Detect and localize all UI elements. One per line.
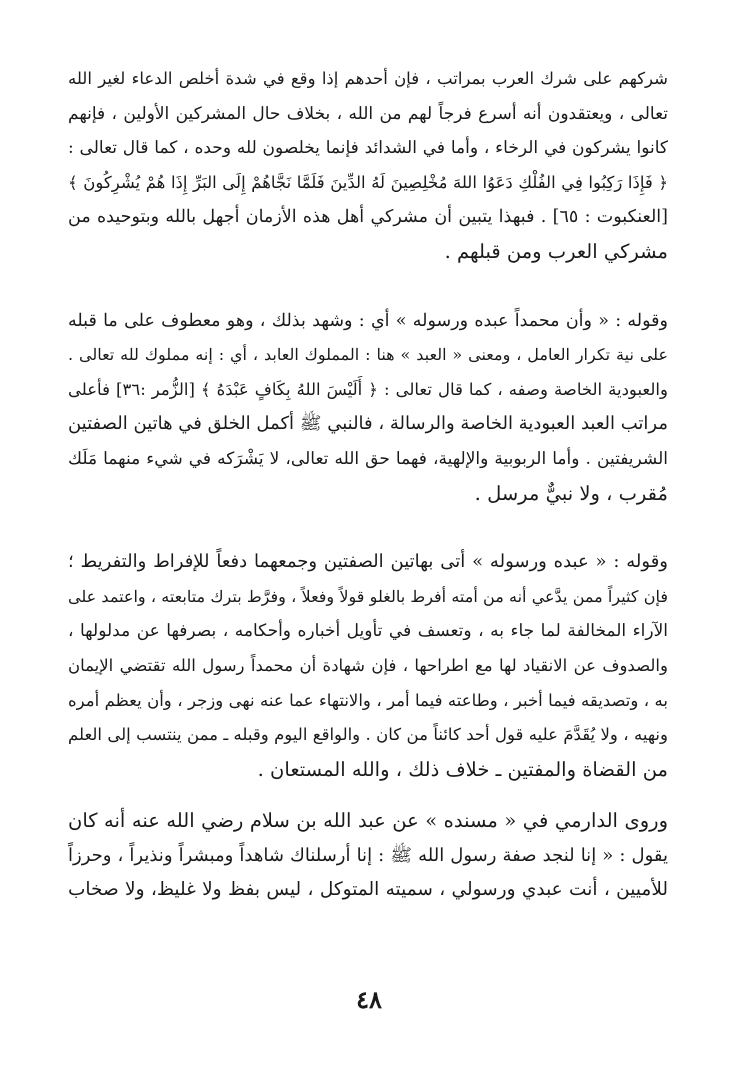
text-line: والصدوف عن الانقياد لها مع اطراحها ، فإن شهادة أن محمداً رسول الله تقتضي الإيمان [68,655,668,675]
quran-verse-line: ﴿ فَإِذَا رَكِبُوا فِي الفُلْكِ دَعَوُا اللهَ مُخْلِصِينَ لَهُ الدِّينَ فَلَمَّا نَجَّاهُمْ إِلَى البَرِّ إِذَا هُمْ يُشْرِكُونَ ﴾ [68,172,668,192]
text-line: ونهيه ، ولا يُقَدَّمَ عليه قول أحد كائناً من كان . والواقع اليوم وقبله ـ ممن ينتسب إلى العلم [68,725,668,745]
text-line: والعبودية الخاصة وصفه ، كما قال تعالى : ﴿ أَلَيْسَ اللهُ بِكَافٍ عَبْدَهُ ﴾ [الزُّمر :٣٦] فأعلى [68,379,668,399]
text-line: من القضاة والمفتين ـ خلاف ذلك ، والله المستعان . [257,757,668,781]
text-line: مراتب العبد العبودية الخاصة والرسالة ، فالنبي ﷺ أكمل الخلق في هاتين الصفتين [67,413,668,435]
text-line: وروى الدارمي في « مسنده » عن عبد الله بن سلام رضي الله عنه أنه كان [68,809,668,833]
text-line: الآراء المخالفة لما جاء به ، وتعسف في تأويل أخباره وأحكامه ، بصرفها عن مدلولها ، [68,621,668,642]
text-line: به ، وتصديقه فيما أخبر ، وطاعته فيما أمر ، والانتهاء عما عنه نهى وزجر ، وأن يعظم أمره [68,690,668,710]
paragraph-gap [68,787,668,804]
text-line: مُقرب ، ولا نبيٌّ مرسل . [474,481,668,505]
text-line: فإن كثيراً ممن يدَّعي أنه من أمته أفرط بالغلو قولاً وفعلاً ، وفرَّط بترك متابعته ، واعتمد على [68,586,668,606]
text-line: مشركي العرب ومن قبلهم . [444,239,668,263]
text-line: الشريفتين . وأما الربوبية والإلهية، فهما حق الله تعالى، لا يَشْرَكه في شيء منهما مَلَك [68,448,668,469]
text-line: شركهم على شرك العرب بمراتب ، فإن أحدهم إذا وقع في شدة أخلص الدعاء لغير الله [68,69,668,88]
paragraph-darimi-narration [68,804,668,908]
paragraph-shirk-comparison [68,62,668,270]
page-number: ٤٨ [356,985,382,1014]
text-line: يقول : « إنا لنجد صفة رسول الله ﷺ : إنا أرسلناك شاهداً ومبشراً ونذيراً ، وحرزاً [68,844,668,866]
text-line: كانوا يشركون في الرخاء ، وأما في الشدائد فإنما يخلصون لله وحده ، كما قال تعالى : [68,138,668,159]
text-line: على نية تكرار العامل ، ومعنى « العبد » هنا : المملوك العابد ، أي : إنه مملوك لله تعالى . [68,345,668,365]
paragraph-ifrat-tafrit [68,545,668,787]
text-line: للأميين ، أنت عبدي ورسولي ، سميته المتوكل ، ليس بفظ ولا غليظ، ولا صخاب [68,879,668,901]
text-line: وقوله : « وأن محمداً عبده ورسوله » أي : وشهد بذلك ، وهو معطوف على ما قبله [68,310,668,331]
text-line: [العنكبوت : ٦٥] . فبهذا يتبين أن مشركي أهل هذه الأزمان أجهل بالله وبتوحيده من [68,207,668,228]
text-line: وقوله : « عبده ورسوله » أتى بهاتين الصفتين وجمعهما دفعاً للإفراط والتفريط ؛ [68,551,668,573]
text-line: تعالى ، ويعتقدون أنه أسرع فرجاً لهم من الله ، بخلاف حال المشركين الأولين ، فإنهم [68,103,668,124]
paragraph-gap [68,270,668,304]
paragraph-gap [68,511,668,545]
paragraph-abduhu-wa-rasuluhu [68,304,668,512]
